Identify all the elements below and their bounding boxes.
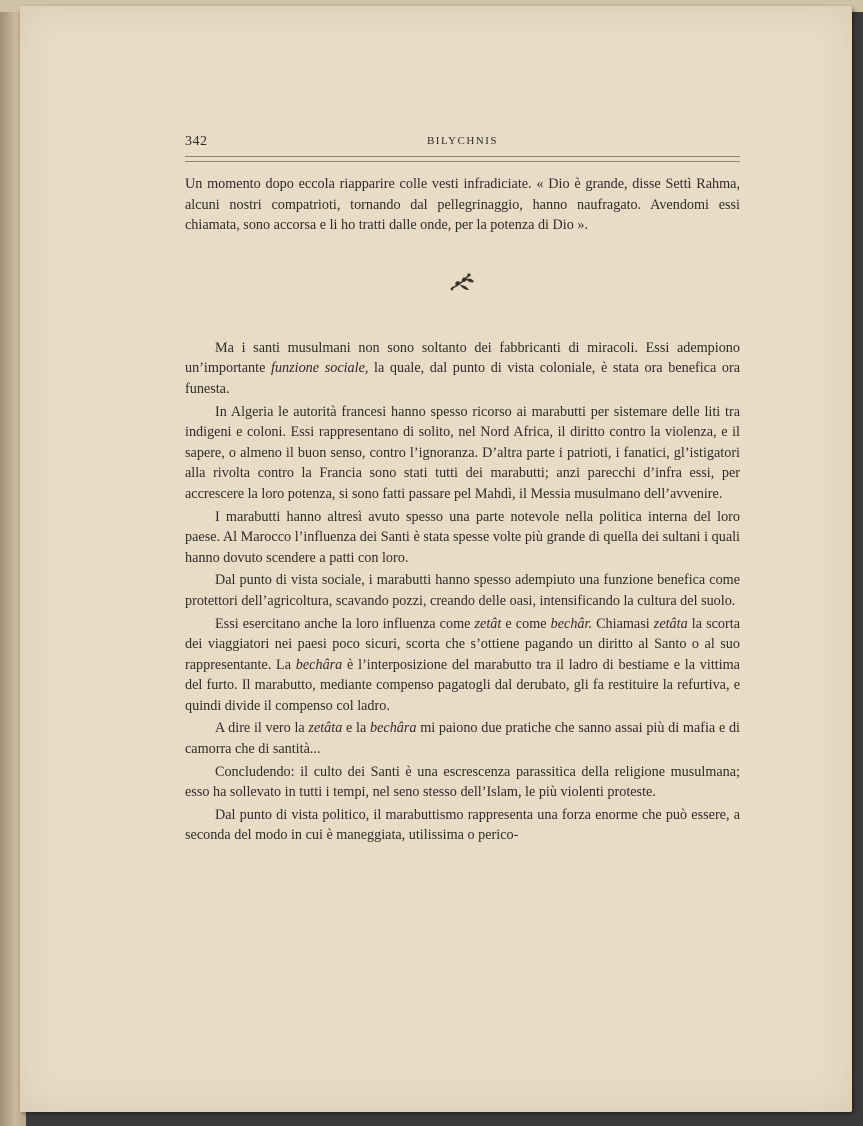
paragraph-7: A dire il vero la zetâta e la bechâra mi paiono due pratiche che sanno assai più di mafia e di camorra che di santità... xyxy=(185,720,740,758)
paragraph-6: Essi esercitano anche la loro influenza come zetât e come bechâr. Chiamasi zetâta la scorta dei viaggiatori nei paesi poco sicuri, scorta che s’ottiene pagando un diritto al Santo o al suo rappresentante. La bechâra è l’interposizione del marabutto tra il ladro di bestiame e la vittima del furto. Il marabutto, mediante compenso pagatogli dal derubato, gli fa restituire la refurtiva, e quindi divide il compenso col ladro. xyxy=(185,615,740,714)
italic-term: zetâta xyxy=(308,720,343,737)
header-double-rule xyxy=(185,156,740,162)
italic-term: bechâr. xyxy=(550,615,592,632)
italic-term: zetât xyxy=(474,615,502,632)
paragraph-8: Concludendo: il culto dei Santi è una escrescenza parassitica della religione musulmana; esso ha sollevato in tutti i tempi, nel seno stesso dell’Islam, le più violenti proteste. xyxy=(185,763,740,801)
running-title: BILYCHNIS xyxy=(426,135,499,147)
text-block xyxy=(185,134,740,846)
italic-term: bechâra xyxy=(295,656,343,673)
section-ornament xyxy=(185,270,740,296)
italic-term: zetâta xyxy=(653,615,688,632)
paragraph-5: Dal punto di vista sociale, i marabutti hanno spesso adempiuto una funzione benefica come protettori dell’agricoltura, scavando pozzi, creando delle oasi, intensificando la cultura del suolo. xyxy=(185,572,740,609)
paragraph-1: Un momento dopo eccola riapparire colle vesti infradiciate. « Dio è grande, disse Settì Rahma, alcuni nostri compatrioti, tornando dal pellegrinaggio, hanno naufragato. Avendomi essi chiamata, sono accorsa e li ho tratti dalle onde, per la potenza di Dio ». xyxy=(185,176,740,234)
paragraph-9: Dal punto di vista politico, il marabuttismo rappresenta una forza enorme che può essere, a seconda del modo in cui è maneggiata, utilissima o perico- xyxy=(185,806,740,844)
italic-term: bechâra xyxy=(370,720,417,737)
paragraph-4: I marabutti hanno altresì avuto spesso una parte notevole nella politica interna del loro paese. Al Marocco l’influenza dei Santi è stata spesse volte più grande di quella dei sultani i quali hanno dovuto scendere a patti con loro. xyxy=(185,508,740,566)
body-text xyxy=(185,174,740,846)
paragraph-3: In Algeria le autorità francesi hanno spesso ricorso ai marabutti per sistemare delle liti tra indigeni e coloni. Essi rappresentano di solito, nel Nord Africa, il diritto contro la violenza, e il sapere, o almeno il buon senso, contro l’ignoranza. D’altra parte i patrioti, i fanatici, gl’istigatori alla rivolta contro la Francia sono stati tutti dei marabutti; anzi parecchi d’infra essi, per accrescere la loro potenza, si sono fatti passare pel Mahdì, il Messia musulmano dell’avvenire. xyxy=(185,403,740,502)
book-page xyxy=(20,6,852,1112)
running-head xyxy=(185,134,740,152)
paragraph-2: Ma i santi musulmani non sono soltanto dei fabbricanti di miracoli. Essi adempiono un’importante funzione sociale, la quale, dal punto di vista coloniale, è stata ora benefica ora funesta. xyxy=(185,339,741,397)
page-number: 342 xyxy=(185,134,208,149)
italic-term: funzione sociale, xyxy=(271,360,369,377)
floral-fleuron-icon xyxy=(448,270,478,294)
